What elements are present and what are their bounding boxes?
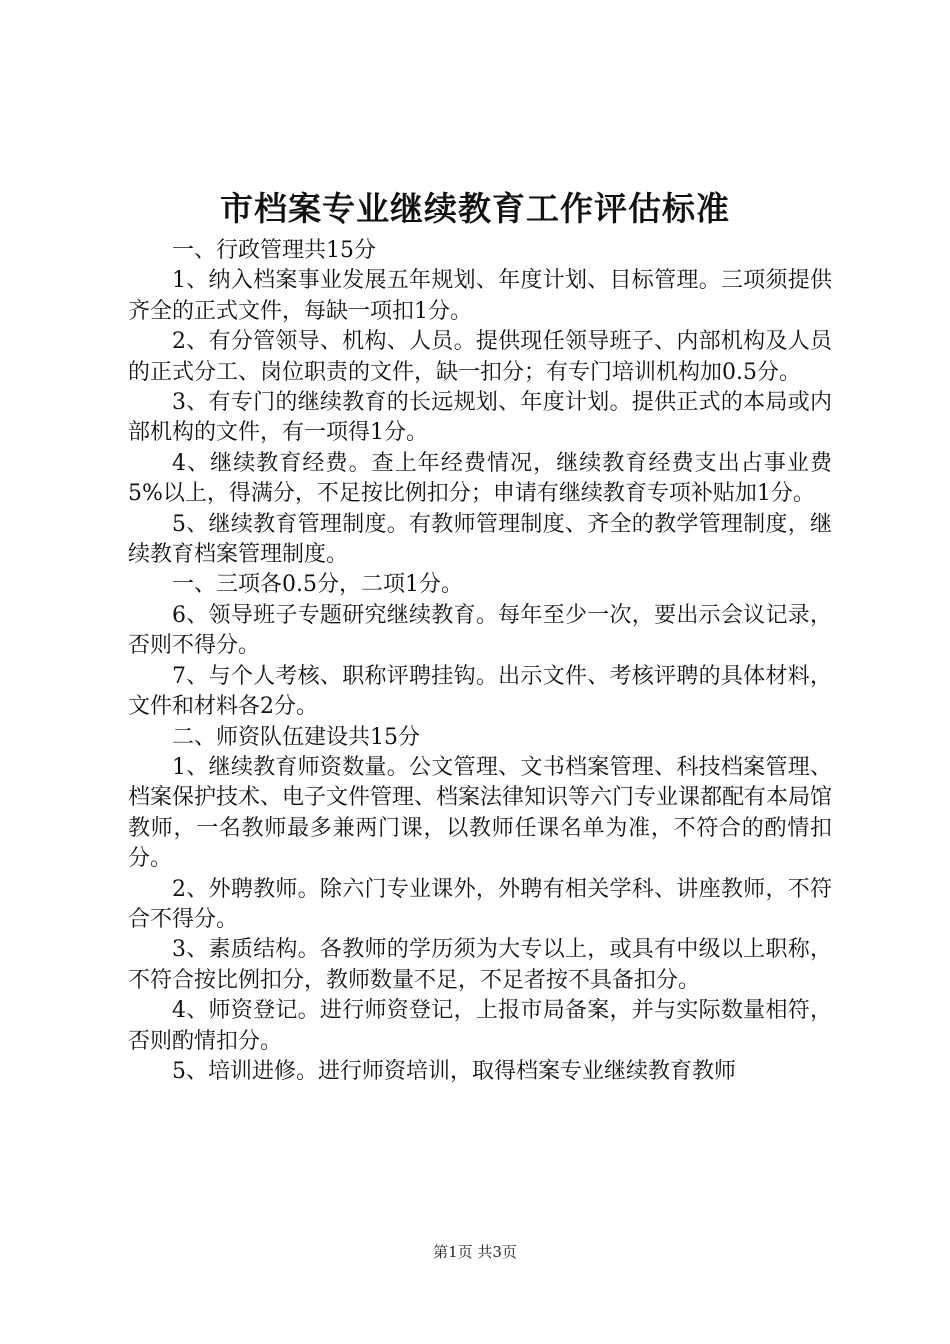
paragraph: 4、继续教育经费。查上年经费情况，继续教育经费支出占事业费5%以上，得满分，不足按比例扣分；申请有继续教育专项补贴加1分。 [128, 450, 832, 507]
paragraph: 2、有分管领导、机构、人员。提供现任领导班子、内部机构及人员的正式分工、岗位职责的文件，缺一扣分；有专门培训机构加0.5分。 [128, 329, 832, 385]
paragraph: 5、继续教育管理制度。有教师管理制度、齐全的教学管理制度，继续教育档案管理制度。 [128, 511, 832, 568]
page-number-footer: 第1页 共3页 [433, 1243, 517, 1261]
paragraph: 5、培训进修。进行师资培训，取得档案专业继续教育教师 [172, 1058, 736, 1084]
paragraph: 1、纳入档案事业发展五年规划、年度计划、目标管理。三项须提供齐全的正式文件，每缺一项扣1分。 [128, 268, 832, 324]
paragraph: 1、继续教育师资数量。公文管理、文书档案管理、科技档案管理、档案保护技术、电子文件管理、档案法律知识等六门专业课都配有本局馆教师，一名教师最多兼两门课，以教师任课名单为准，不符合的酌情扣分。 [128, 754, 833, 872]
paragraph: 一、三项各0.5分，二项1分。 [172, 572, 463, 598]
paragraph: 6、领导班子专题研究继续教育。每年至少一次，要出示会议记录，否则不得分。 [128, 602, 832, 659]
paragraph: 2、外聘教师。除六门专业课外，外聘有相关学科、讲座教师，不符合不得分。 [128, 876, 832, 932]
document-body [128, 236, 832, 1087]
section-heading: 二、师资队伍建设共15分 [172, 724, 420, 750]
section-heading: 一、行政管理共15分 [172, 238, 376, 263]
paragraph: 3、素质结构。各教师的学历须为大专以上，或具有中级以上职称，不符合按比例扣分，教师数量不足，不足者按不具备扣分。 [128, 937, 832, 993]
paragraph: 7、与个人考核、职称评聘挂钩。出示文件、考核评聘的具体材料，文件和材料各2分。 [128, 663, 832, 720]
paragraph: 3、有专门的继续教育的长远规划、年度计划。提供正式的本局或内部机构的文件，有一项得1分。 [128, 390, 832, 446]
paragraph: 4、师资登记。进行师资登记，上报市局备案，并与实际数量相符，否则酌情扣分。 [128, 998, 832, 1054]
document-title: 市档案专业继续教育工作评估标准 [220, 189, 730, 228]
